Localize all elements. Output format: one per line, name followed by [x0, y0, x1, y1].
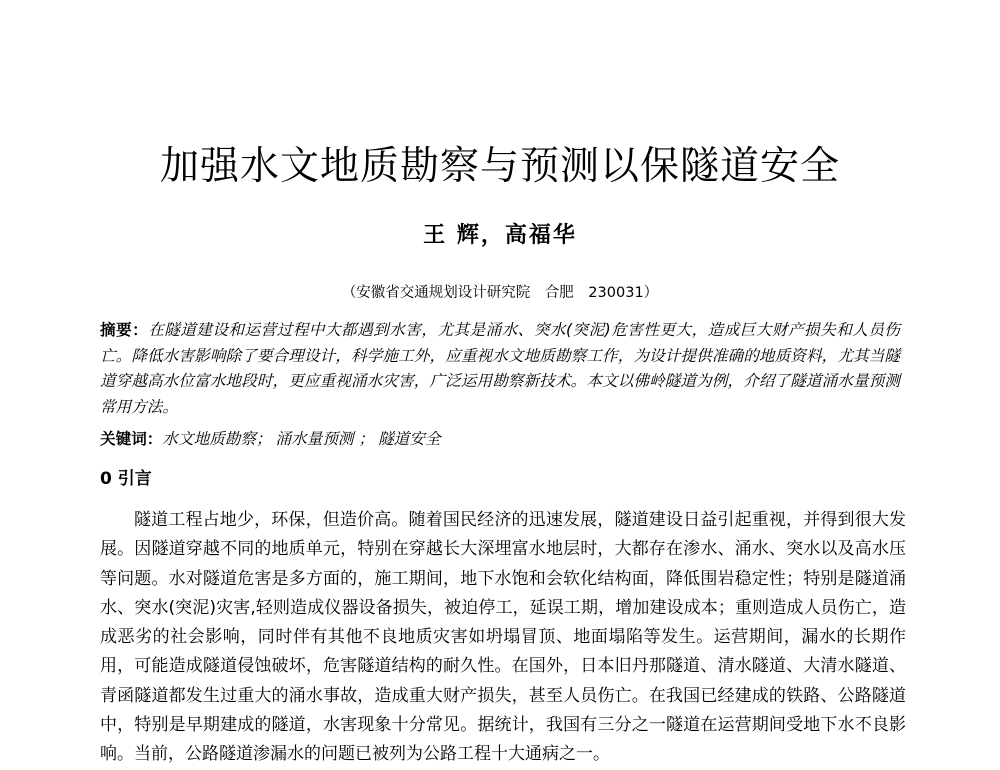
keywords-label: 关键词：	[100, 430, 163, 448]
paper-authors: 王 辉，高福华	[423, 223, 577, 248]
keyword-item: 涌水量预测 ；	[275, 430, 375, 448]
paper-title: 加强水文地质勘察与预测以保隧道安全	[159, 144, 840, 189]
keyword-item: 隧道安全	[378, 430, 441, 448]
keywords	[100, 427, 900, 452]
keyword-item: 水文地质勘察；	[162, 430, 272, 448]
section-heading-introduction: 0 引言	[100, 469, 152, 489]
abstract-label: 摘要：	[100, 321, 149, 339]
body-paragraph: 隧道工程占地少，环保，但造价高。随着国民经济的迅速发展，隧道建设日益引起重视，并得到很大发展。因隧道穿越不同的地质单元，特别在穿越长大深埋富水地层时，大都存在渗水、涌水、突水以及高水压等问题。水对隧道危害是多方面的，施工期间，地下水饱和会软化结构面，降低围岩稳定性；特别是隧道涌水、突水(突泥)灾害,轻则造成仪器设备损失，被迫停工，延误工期，增加建设成本；重则造成人员伤亡，造成恶劣的社会影响，同时伴有其他不良地质灾害如坍塌冒顶、地面塌陷等发生。运营期间，漏水的长期作用，可能造成隧道侵蚀破坏，危害隧道结构的耐久性。在国外，日本旧丹那隧道、清水隧道、大清水隧道、青函隧道都发生过重大的涌水事故，造成重大财产损失，甚至人员伤亡。在我国已经建成的铁路、公路隧道中，特别是早期建成的隧道，水害现象十分常见。据统计，我国有三分之一隧道在运营期间受地下水不良影响。当前，公路隧道渗漏水的问题已被列为公路工程十大通病之一。	[100, 510, 906, 765]
abstract	[100, 318, 900, 420]
author-affiliation: （安徽省交通规划设计研究院 合肥 230031）	[341, 285, 659, 301]
abstract-text: 在隧道建设和运营过程中大都遇到水害，尤其是涌水、突水(突泥)危害性更大，造成巨大财产损失和人员伤亡。降低水害影响除了要合理设计，科学施工外，应重视水文地质勘察工作，为设计提供准确的地质资料，尤其当隧道穿越高水位富水地段时，更应重视涌水灾害，广泛运用勘察新技术。本文以佛岭隧道为例，介绍了隧道涌水量预测常用方法。	[100, 321, 900, 416]
